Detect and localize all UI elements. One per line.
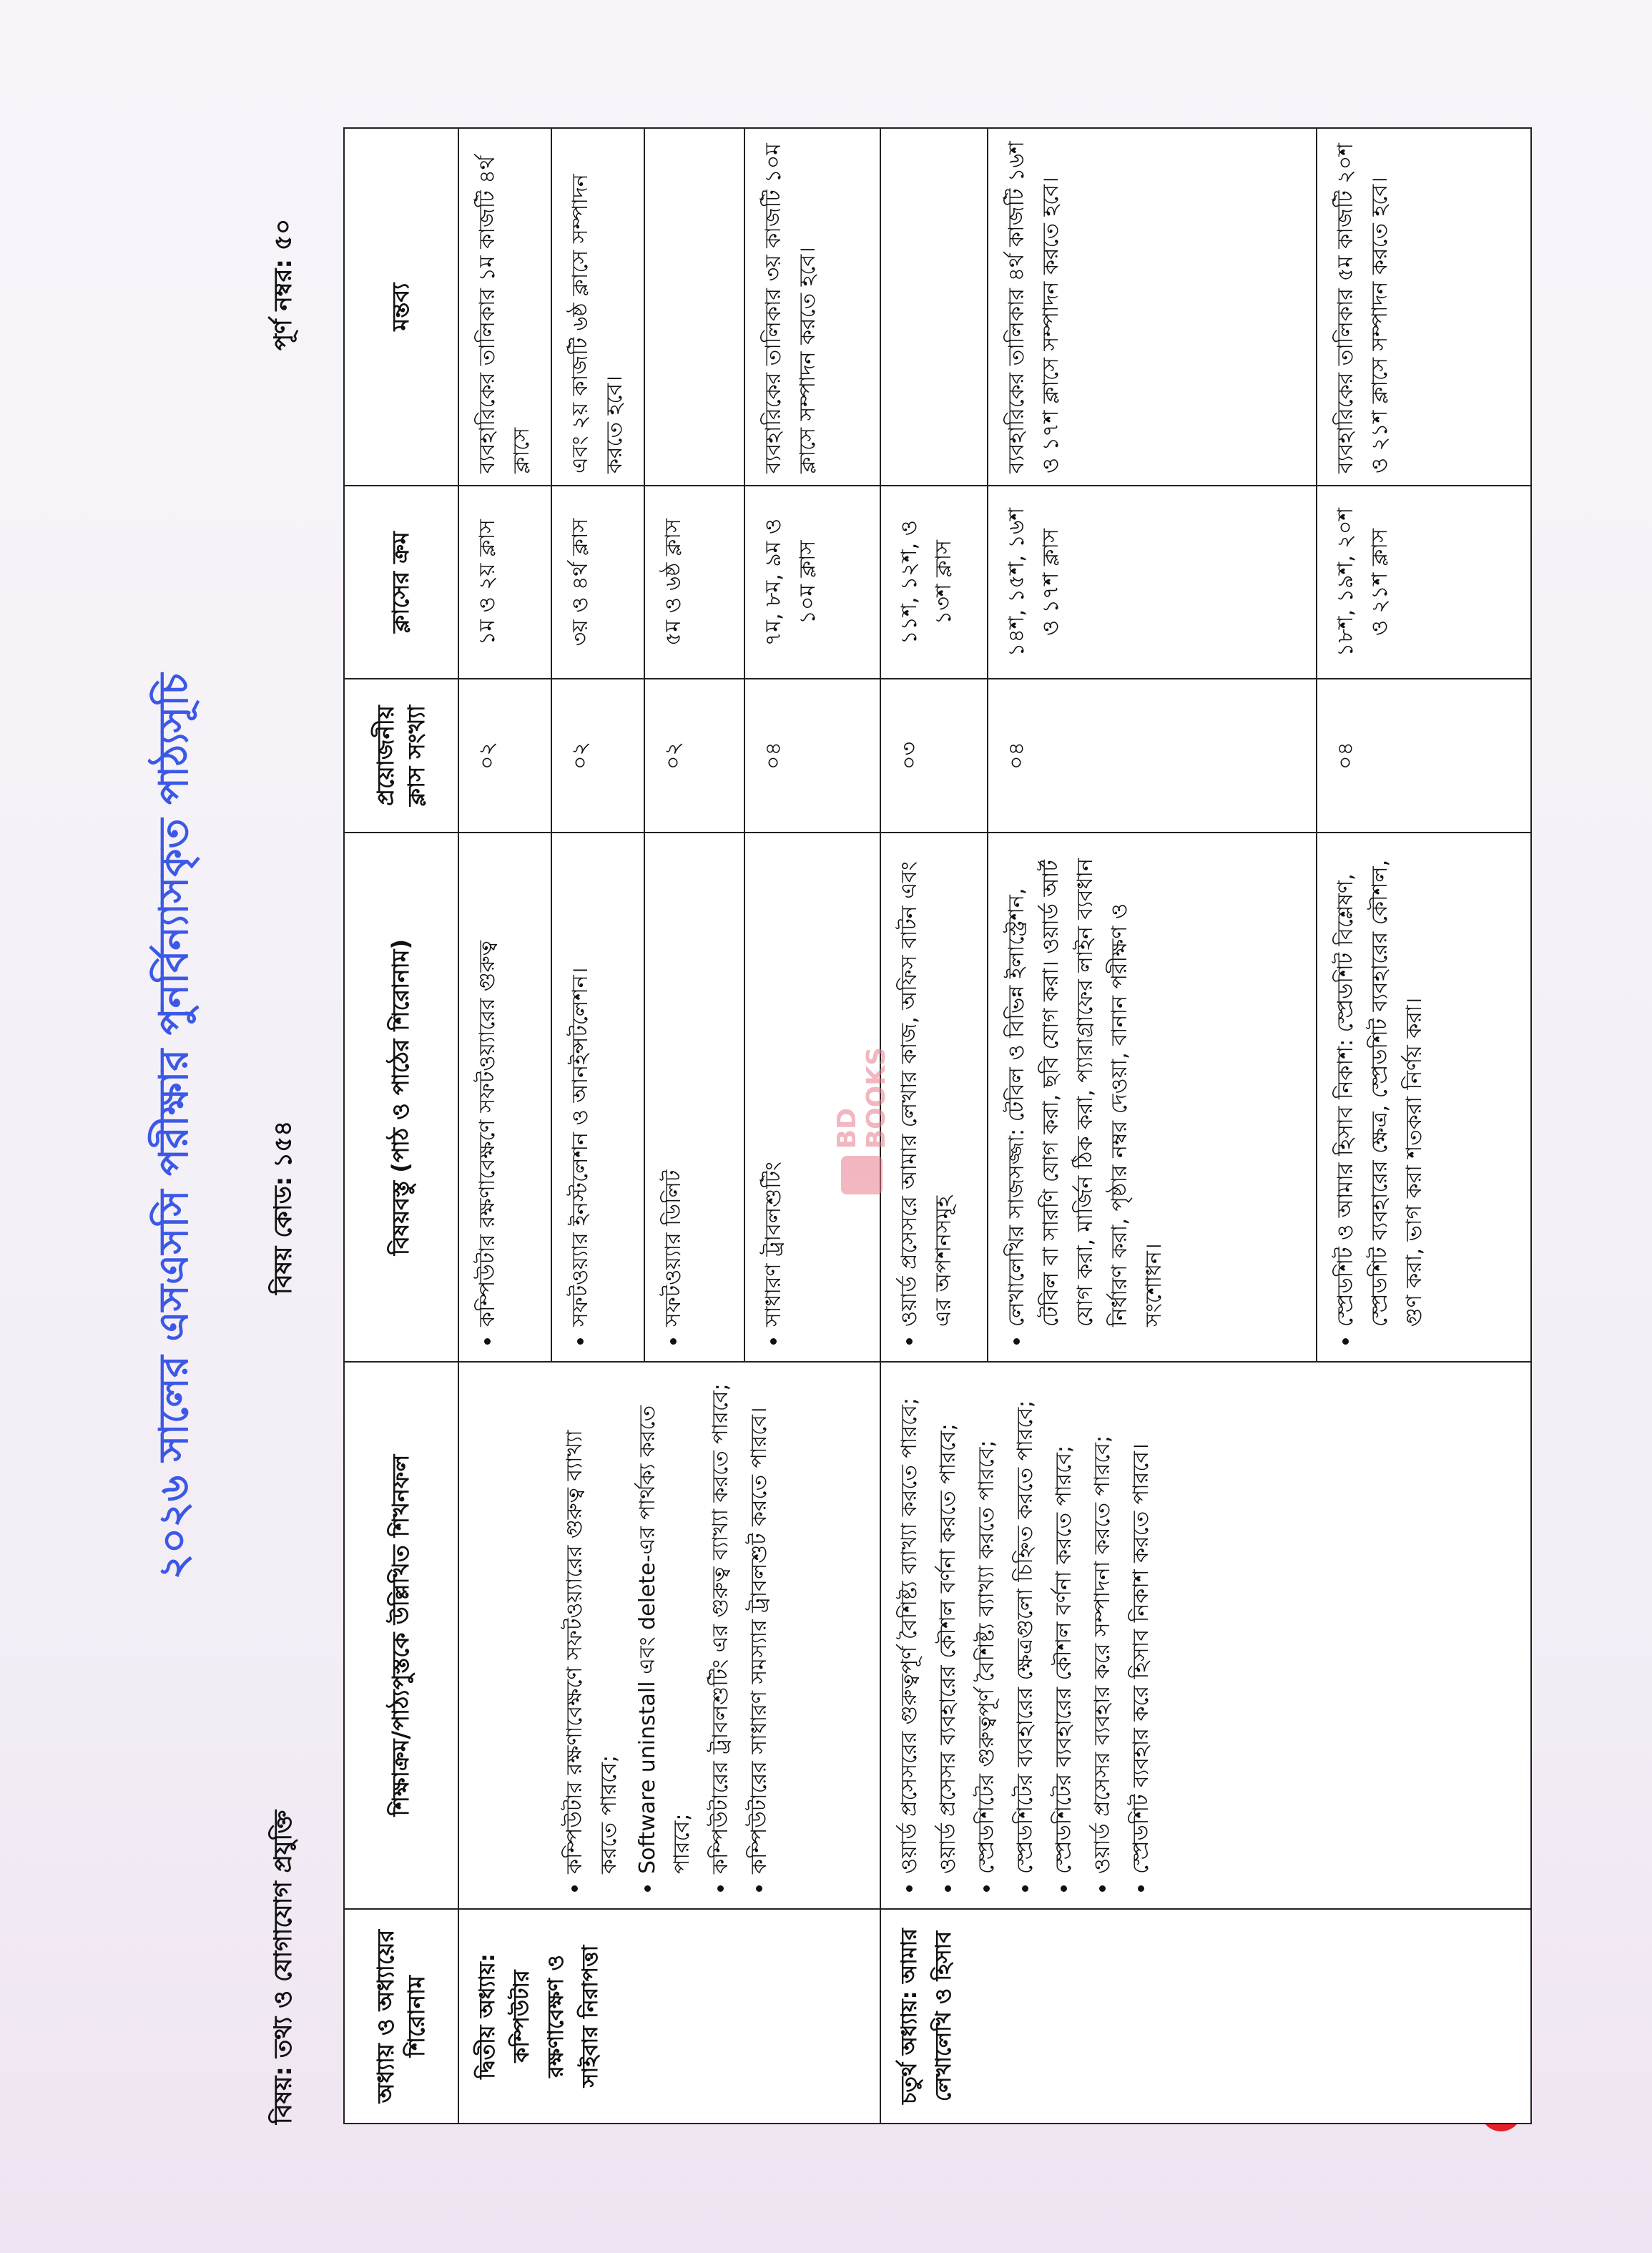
- learning-outcomes: [880, 1362, 1531, 1909]
- outcome-item: • কম্পিউটারের ট্রাবলশুটিং এর গুরুত্ব ব্যাখ্যা করতে পারবে;: [704, 1374, 738, 1874]
- outcome-item: • Software uninstall এবং delete-এর পার্থক্য করতে পারবে;: [631, 1374, 699, 1874]
- classes-cell: ০৪: [988, 679, 1317, 833]
- remarks-cell: ব্যবহারিকের তালিকার ১ম কাজটি ৪র্থ ক্লাসে: [458, 128, 551, 486]
- subject-code: বিষয় কোড: ১৫৪: [269, 1120, 298, 1295]
- sequence-cell: ৩য় ও ৪র্থ ক্লাস: [551, 486, 644, 679]
- classes-cell: ০২: [551, 679, 644, 833]
- subject-label: বিষয়: তথ্য ও যোগাযোগ প্রযুক্তি: [269, 1810, 298, 2124]
- content-cell: • লেখালেখির সাজসজ্জা: টেবিল ও বিভিন্ন ইলাস্ট্রেশন, টেবিল বা সারণি যোগ করা, ছবি যোগ করা। ওয়ার্ড আর্ট যোগ করা, মার্জিন ঠিক করা, প্যারাগ্রাফের লাইন ব্যবধান নির্ধারণ করা, পৃষ্ঠার নম্বর দেওয়া, বানান পরীক্ষণ ও সংশোধন।: [988, 833, 1317, 1362]
- outcome-item: • কম্পিউটারের সাধারণ সমস্যার ট্রাবলশুট করতে পারবে।: [742, 1374, 777, 1874]
- content-cell: • সফটওয়্যার ডিলিট: [644, 833, 744, 1362]
- header-remarks: মন্তব্য: [344, 128, 458, 486]
- content-cell: • ওয়ার্ড প্রসেসরে আমার লেখার কাজ, অফিস বাটন এবং এর অপশনসমূহ: [880, 833, 988, 1362]
- header-outcomes: শিক্ষাক্রম/পাঠ্যপুস্তকে উল্লিখিত শিখনফল: [344, 1362, 458, 1909]
- outcome-item: • স্প্রেডশিটের ব্যবহারের কৌশল বর্ণনা করতে পারবে;: [1047, 1374, 1081, 1874]
- header-chapter: অধ্যায় ও অধ্যায়ের শিরোনাম: [344, 1909, 458, 2124]
- header-content: বিষয়বস্তু (পাঠ ও পাঠের শিরোনাম): [344, 833, 458, 1362]
- outcome-item: • কম্পিউটার রক্ষণাবেক্ষণে সফটওয়্যারের গুরুত্ব ব্যাখ্যা করতে পারবে;: [558, 1374, 626, 1874]
- classes-cell: ০৩: [880, 679, 988, 833]
- chapter-title: দ্বিতীয় অধ্যায়: কম্পিউটার রক্ষণাবেক্ষণ ও সাইবার নিরাপত্তা: [458, 1909, 880, 2124]
- outcome-item: • স্প্রেডশিটের ব্যবহারের ক্ষেত্রগুলো চিহ্নিত করতে পারবে;: [1008, 1374, 1043, 1874]
- outcome-item: • স্প্রেডশিট ব্যবহার করে হিসাব নিকাশ করতে পারবে।: [1124, 1374, 1159, 1874]
- outcome-item: • ওয়ার্ড প্রসেসরের গুরুত্বপূর্ণ বৈশিষ্ট্য ব্যাখ্যা করতে পারবে;: [893, 1374, 927, 1874]
- remarks-cell: ব্যবহারিকের তালিকার ৫ম কাজটি ২০শ ও ২১শ ক্লাসে সম্পাদন করতে হবে।: [1317, 128, 1531, 486]
- page-title: ২০২৬ সালের এসএসসি পরীক্ষার পুনর্বিন্যাসকৃত পাঠ্যসূচি: [151, 673, 197, 1580]
- header-classes: প্রয়োজনীয় ক্লাস সংখ্যা: [344, 679, 458, 833]
- sequence-cell: ১ম ও ২য় ক্লাস: [458, 486, 551, 679]
- watermark: [830, 1008, 894, 1194]
- remarks-cell: এবং ২য় কাজটি ৬ষ্ঠ ক্লাসে সম্পাদন করতে হবে।: [551, 128, 644, 486]
- full-marks: পূর্ণ নম্বর: ৫০: [269, 218, 298, 350]
- table-row: [880, 128, 988, 2124]
- table-row: [458, 128, 551, 2124]
- content-cell: • স্প্রেডশিট ও আমার হিসাব নিকাশ: স্প্রেডশিট বিশ্লেষণ, স্প্রেডশিট ব্যবহারের ক্ষেত্র, স্প্রেডশিট ব্যবহারের কৌশল, গুণ করা, ভাগ করা শতকরা নির্ণয় করা।: [1317, 833, 1531, 1362]
- header-sequence: ক্লাসের ক্রম: [344, 486, 458, 679]
- classes-cell: ০২: [644, 679, 744, 833]
- remarks-cell: ব্যবহারিকের তালিকার ৩য় কাজটি ১০ম ক্লাসে সম্পাদন করতে হবে।: [744, 128, 880, 486]
- outcome-item: • ওয়ার্ড প্রসেসর ব্যবহারের কৌশল বর্ণনা করতে পারবে;: [931, 1374, 965, 1874]
- sequence-cell: ১১শ, ১২শ, ও ১৩শ ক্লাস: [880, 486, 988, 679]
- outcome-item: • ওয়ার্ড প্রসেসর ব্যবহার করে সম্পাদনা করতে পারবে;: [1086, 1374, 1120, 1874]
- learning-outcomes: [458, 1362, 880, 1909]
- classes-cell: ০২: [458, 679, 551, 833]
- sequence-cell: ১৮শ, ১৯শ, ২০শ ও ২১শ ক্লাস: [1317, 486, 1531, 679]
- sequence-cell: ৭ম, ৮ম, ৯ম ও ১০ম ক্লাস: [744, 486, 880, 679]
- classes-cell: ০৪: [1317, 679, 1531, 833]
- remarks-cell: [644, 128, 744, 486]
- content-cell: • কম্পিউটার রক্ষণাবেক্ষণে সফটওয়্যারের গুরুত্ব: [458, 833, 551, 1362]
- sequence-cell: ৫ম ও ৬ষ্ঠ ক্লাস: [644, 486, 744, 679]
- remarks-cell: [880, 128, 988, 486]
- content-cell: • সফটওয়্যার ইনস্টলেশন ও আনইন্সটলেশন।: [551, 833, 644, 1362]
- remarks-cell: ব্যবহারিকের তালিকার ৪র্থ কাজটি ১৬শ ও ১৭শ ক্লাসে সম্পাদন করতে হবে।: [988, 128, 1317, 486]
- classes-cell: ০৪: [744, 679, 880, 833]
- outcome-item: • স্প্রেডশিটের গুরুত্বপূর্ণ বৈশিষ্ট্য ব্যাখ্যা করতে পারবে;: [970, 1374, 1004, 1874]
- chapter-title: চতুর্থ অধ্যায়: আমার লেখালেখি ও হিসাব: [880, 1909, 1531, 2124]
- sequence-cell: ১৪শ, ১৫শ, ১৬শ ও ১৭শ ক্লাস: [988, 486, 1317, 679]
- syllabus-table: [343, 127, 1532, 2124]
- watermark-text: BD BOOKS: [832, 1046, 891, 1149]
- book-logo-icon: [841, 1156, 882, 1194]
- content-cell: • সাধারণ ট্রাবলশুটিং: [744, 833, 880, 1362]
